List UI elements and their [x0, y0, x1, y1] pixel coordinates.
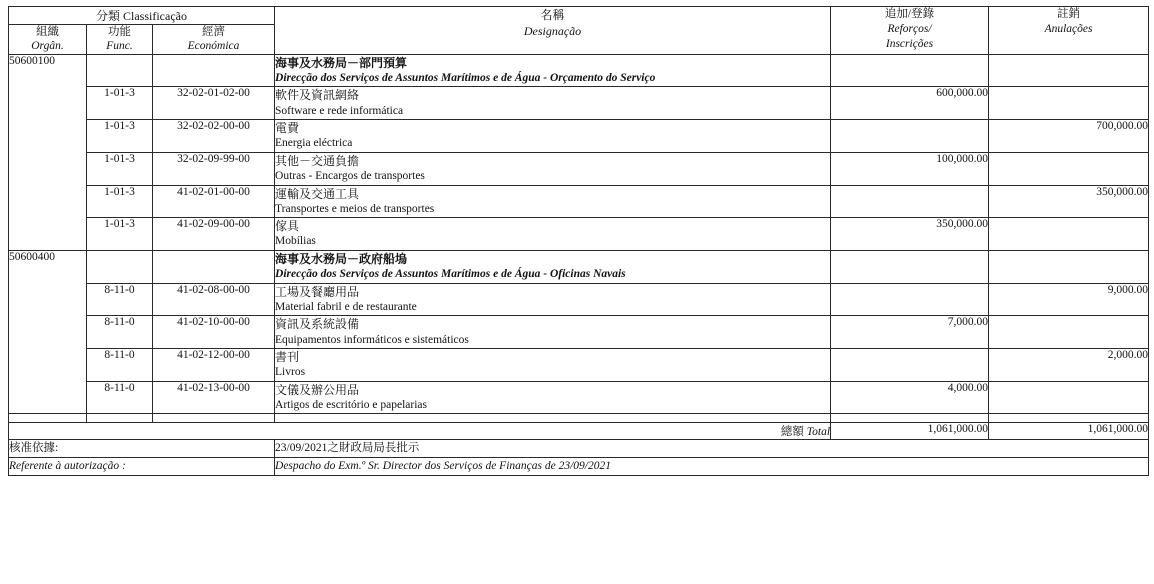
function-code: [87, 54, 153, 87]
header-cancellations-zh: 註銷: [1057, 8, 1081, 20]
document-page: [0, 6, 1154, 584]
reinforcement-amount: [831, 283, 989, 316]
item-description-zh: 軟件及資訊網絡: [275, 88, 360, 103]
economic-code: 41-02-13-00-00: [153, 381, 275, 414]
item-description-zh: 運輸及交通工具: [275, 186, 360, 201]
reinforcement-amount: 350,000.00: [831, 218, 989, 251]
economic-code: 32-02-02-00-00: [153, 120, 275, 153]
header-classification-group: 分類 Classificação: [9, 7, 275, 25]
function-code: 1-01-3: [87, 185, 153, 218]
item-description: [275, 349, 831, 382]
table-row: [9, 316, 1149, 349]
group-title-row: [9, 250, 1149, 283]
item-description-pt: Software e rede informática: [275, 104, 404, 117]
header-organ: [9, 25, 87, 55]
item-description-pt: Outras - Encargos de transportes: [275, 170, 425, 183]
reinforcement-amount: [831, 250, 989, 283]
authorization-basis-label: [9, 440, 275, 458]
group-title: [275, 54, 831, 87]
item-description-zh: 工場及餐廳用品: [275, 284, 360, 299]
table-header-row-1: [9, 7, 1149, 25]
authorization-reference-value-pt: Despacho do Exm.º Sr. Director dos Serviços de Finanças de 23/09/2021: [275, 460, 611, 473]
item-description: [275, 316, 831, 349]
group-title-zh: 海事及水務局－政府船塢: [275, 251, 408, 266]
cancellation-amount: [989, 54, 1149, 87]
reinforcement-amount: 4,000.00: [831, 381, 989, 414]
header-cancellations: [989, 7, 1149, 55]
table-row: [9, 349, 1149, 382]
group-title: [275, 250, 831, 283]
function-code: 1-01-3: [87, 87, 153, 120]
cancellation-amount: 700,000.00: [989, 120, 1149, 153]
item-description: [275, 120, 831, 153]
item-description: [275, 185, 831, 218]
cancellation-amount: 2,000.00: [989, 349, 1149, 382]
header-organ-pt: Orgân.: [31, 40, 64, 53]
economic-code: 41-02-09-00-00: [153, 218, 275, 251]
header-designation: [275, 7, 831, 55]
header-designation-zh: 名稱: [540, 8, 565, 22]
economic-code: 41-02-10-00-00: [153, 316, 275, 349]
cancellation-amount: [989, 87, 1149, 120]
item-description-pt: Artigos de escritório e papelarias: [275, 398, 428, 411]
function-code: 8-11-0: [87, 349, 153, 382]
header-reinforcements: [831, 7, 989, 55]
item-description-zh: 書刊: [275, 350, 300, 365]
item-description-pt: Material fabril e de restaurante: [275, 300, 417, 313]
function-code: 1-01-3: [87, 120, 153, 153]
cancellation-amount: [989, 152, 1149, 185]
header-function-pt: Func.: [106, 40, 133, 53]
header-reinforcements-pt1: Reforços/: [887, 22, 932, 35]
item-description-zh: 資訊及系統設備: [275, 317, 360, 332]
group-title-pt: Direcção dos Serviços de Assuntos Marítimos e de Água - Orçamento do Serviço: [275, 71, 656, 84]
reinforcement-amount: [831, 349, 989, 382]
header-function: [87, 25, 153, 55]
item-description-zh: 文儀及辦公用品: [275, 382, 360, 397]
organ-code: 50600100: [9, 54, 87, 250]
table-row: [9, 381, 1149, 414]
economic-code: 32-02-01-02-00: [153, 87, 275, 120]
item-description-pt: Transportes e meios de transportes: [275, 202, 435, 215]
item-description-zh: 傢具: [275, 219, 300, 234]
reinforcement-amount: 100,000.00: [831, 152, 989, 185]
total-label-pt: Total: [806, 426, 831, 439]
total-label-zh: 總額: [780, 426, 804, 439]
item-description-zh: 其他－交通負擔: [275, 153, 360, 168]
item-description-pt: Equipamentos informáticos e sistemáticos: [275, 333, 469, 346]
economic-code: 41-02-01-00-00: [153, 185, 275, 218]
item-description-pt: Energia eléctrica: [275, 137, 353, 150]
cancellation-amount: [989, 316, 1149, 349]
footer-row-1: [9, 440, 1149, 458]
table-row: [9, 218, 1149, 251]
authorization-reference-label: [9, 458, 275, 476]
reinforcement-amount: 600,000.00: [831, 87, 989, 120]
economic-code: 41-02-12-00-00: [153, 349, 275, 382]
table-row: [9, 185, 1149, 218]
footer-row-2: [9, 458, 1149, 476]
group-title-row: [9, 54, 1149, 87]
reinforcement-amount: [831, 120, 989, 153]
table-row: [9, 152, 1149, 185]
reinforcement-amount: [831, 54, 989, 87]
header-economic: [153, 25, 275, 55]
item-description: [275, 381, 831, 414]
header-function-zh: 功能: [108, 26, 131, 38]
item-description: [275, 218, 831, 251]
function-code: [87, 250, 153, 283]
total-reinforcement-amount: 1,061,000.00: [831, 423, 989, 440]
total-label: [9, 423, 831, 440]
authorization-basis-value-zh: 23/09/2021之財政局局長批示: [275, 442, 420, 455]
budget-table: [8, 6, 1149, 476]
function-code: 8-11-0: [87, 381, 153, 414]
authorization-basis-value: [275, 440, 1149, 458]
function-code: 8-11-0: [87, 283, 153, 316]
group-title-zh: 海事及水務局－部門預算: [275, 55, 408, 70]
item-description-pt: Livros: [275, 366, 306, 379]
economic-code: 41-02-08-00-00: [153, 283, 275, 316]
reinforcement-amount: 7,000.00: [831, 316, 989, 349]
authorization-basis-label-zh: 核准依據:: [9, 442, 59, 455]
header-organ-zh: 組織: [36, 26, 59, 38]
economic-code: [153, 250, 275, 283]
cancellation-amount: [989, 381, 1149, 414]
table-row: [9, 283, 1149, 316]
table-row: [9, 120, 1149, 153]
item-description: [275, 152, 831, 185]
header-designation-pt: Designação: [523, 24, 582, 39]
spacer-row: [9, 414, 1149, 423]
item-description: [275, 87, 831, 120]
item-description-zh: 電費: [275, 121, 300, 136]
cancellation-amount: 9,000.00: [989, 283, 1149, 316]
cancellation-amount: 350,000.00: [989, 185, 1149, 218]
header-cancellations-pt: Anulações: [1044, 22, 1093, 35]
total-cancellation-amount: 1,061,000.00: [989, 423, 1149, 440]
economic-code: [153, 54, 275, 87]
header-reinforcements-pt2: Inscrições: [885, 37, 934, 50]
item-description-pt: Mobílias: [275, 235, 316, 248]
cancellation-amount: [989, 218, 1149, 251]
header-economic-pt: Económica: [187, 40, 240, 53]
table-row: [9, 87, 1149, 120]
header-reinforcements-zh: 追加/登錄: [884, 8, 935, 20]
item-description: [275, 283, 831, 316]
cancellation-amount: [989, 250, 1149, 283]
function-code: 1-01-3: [87, 152, 153, 185]
function-code: 8-11-0: [87, 316, 153, 349]
header-economic-zh: 經濟: [202, 26, 225, 38]
authorization-reference-value: [275, 458, 1149, 476]
economic-code: 32-02-09-99-00: [153, 152, 275, 185]
organ-code: 50600400: [9, 250, 87, 414]
authorization-reference-label-pt: Referente à autorização :: [9, 460, 126, 473]
total-row: [9, 423, 1149, 440]
reinforcement-amount: [831, 185, 989, 218]
group-title-pt: Direcção dos Serviços de Assuntos Marítimos e de Água - Oficinas Navais: [275, 268, 626, 281]
function-code: 1-01-3: [87, 218, 153, 251]
